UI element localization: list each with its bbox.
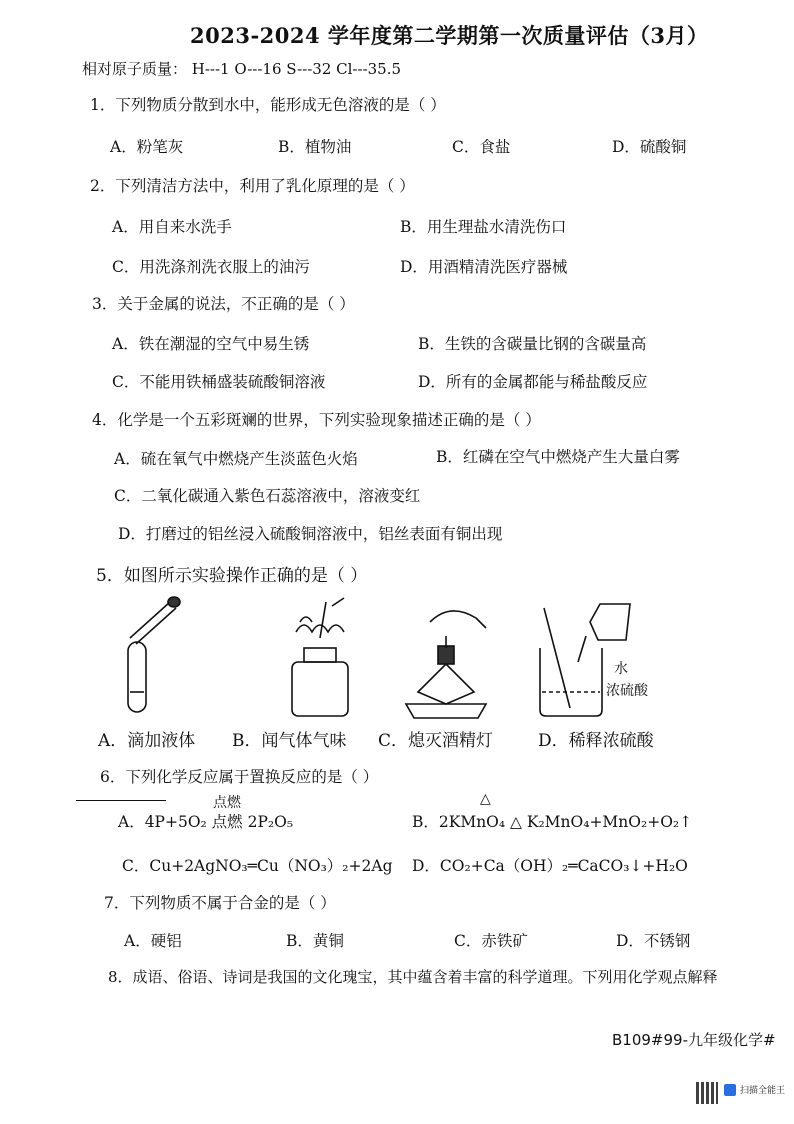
q6-option-b: B．2KMnO₄ △ K₂MnO₄+MnO₂+O₂↑ bbox=[412, 813, 693, 831]
q1-option-d: D．硫酸铜 bbox=[612, 138, 687, 156]
q7-option-d: D．不锈钢 bbox=[616, 932, 691, 950]
q1-option-b: B．植物油 bbox=[278, 138, 352, 156]
question-3-stem: 3．关于金属的说法，不正确的是（ ） bbox=[92, 295, 355, 313]
q1-option-c: C．食盐 bbox=[452, 138, 511, 156]
smell-gas-figure bbox=[292, 598, 348, 716]
q7-option-c: C．赤铁矿 bbox=[454, 932, 528, 950]
q2-option-b: B．用生理盐水清洗伤口 bbox=[400, 218, 567, 236]
q5-option-d: D．稀释浓硫酸 bbox=[538, 731, 654, 751]
question-1-stem: 1．下列物质分散到水中，能形成无色溶液的是（ ） bbox=[90, 96, 446, 114]
question-6-stem: 6．下列化学反应属于置换反应的是（ ） bbox=[100, 768, 379, 786]
q4-option-b: B．红磷在空气中燃烧产生大量白雾 bbox=[436, 448, 680, 466]
q3-option-b: B．生铁的含碳量比钢的含碳量高 bbox=[418, 335, 647, 353]
q5-figures bbox=[100, 592, 660, 722]
label-conc-acid: 浓硫酸 bbox=[606, 683, 648, 699]
q2-option-a: A．用自来水洗手 bbox=[112, 218, 232, 236]
paper-code: B109#99-九年级化学# bbox=[612, 1031, 776, 1049]
q3-option-a: A．铁在潮湿的空气中易生锈 bbox=[112, 335, 310, 353]
dropper-tube-figure bbox=[128, 597, 180, 712]
question-4-stem: 4．化学是一个五彩斑斓的世界，下列实验现象描述正确的是（ ） bbox=[92, 411, 541, 429]
question-7-stem: 7．下列物质不属于合金的是（ ） bbox=[104, 894, 336, 912]
scanner-logo-icon bbox=[724, 1084, 736, 1096]
alcohol-lamp-figure bbox=[406, 611, 486, 718]
q3-option-d: D．所有的金属都能与稀盐酸反应 bbox=[418, 373, 648, 391]
q4-option-a: A．硫在氧气中燃烧产生淡蓝色火焰 bbox=[114, 450, 358, 468]
q2-option-d: D．用酒精清洗医疗器械 bbox=[400, 258, 568, 276]
divider bbox=[76, 800, 166, 801]
atomic-mass-line: 相对原子质量： H---1 O---16 S---32 Cl---35.5 bbox=[82, 60, 402, 78]
q6-option-d: D．CO₂+Ca（OH）₂═CaCO₃↓+H₂O bbox=[412, 857, 688, 875]
q4-option-c: C．二氧化碳通入紫色石蕊溶液中，溶液变红 bbox=[114, 487, 421, 505]
q6-option-a: A．4P+5O₂ 点燃 2P₂O₅ bbox=[118, 813, 294, 831]
page-title: 2023-2024 学年度第二学期第一次质量评估（3月） bbox=[190, 23, 709, 48]
question-2-stem: 2．下列清洁方法中，利用了乳化原理的是（ ） bbox=[90, 177, 415, 195]
q1-option-a: A．粉笔灰 bbox=[110, 138, 184, 156]
q5-option-c: C．熄灭酒精灯 bbox=[378, 731, 494, 751]
question-5-stem: 5．如图所示实验操作正确的是（ ） bbox=[96, 566, 368, 586]
q6-condition-heat: △ bbox=[480, 791, 491, 807]
q6-option-c: C．Cu+2AgNO₃═Cu（NO₃）₂+2Ag bbox=[122, 857, 393, 875]
label-water: 水 bbox=[614, 661, 628, 677]
qr-code-icon bbox=[696, 1082, 718, 1104]
q6-condition-fire: 点燃 bbox=[213, 795, 241, 811]
q3-option-c: C．不能用铁桶盛装硫酸铜溶液 bbox=[112, 373, 326, 391]
q5-option-b: B．闻气体气味 bbox=[232, 731, 347, 751]
question-8-stem: 8．成语、俗语、诗词是我国的文化瑰宝，其中蕴含着丰富的科学道理。下列用化学观点解释 bbox=[108, 968, 718, 986]
q7-option-a: A．硬铝 bbox=[124, 932, 182, 950]
q7-option-b: B．黄铜 bbox=[286, 932, 344, 950]
q5-option-a: A．滴加液体 bbox=[98, 731, 196, 751]
q2-option-c: C．用洗涤剂洗衣服上的油污 bbox=[112, 258, 310, 276]
q4-option-d: D．打磨过的铝丝浸入硫酸铜溶液中，铝丝表面有铜出现 bbox=[118, 525, 503, 543]
scanner-watermark: 扫描全能王 bbox=[740, 1086, 786, 1096]
